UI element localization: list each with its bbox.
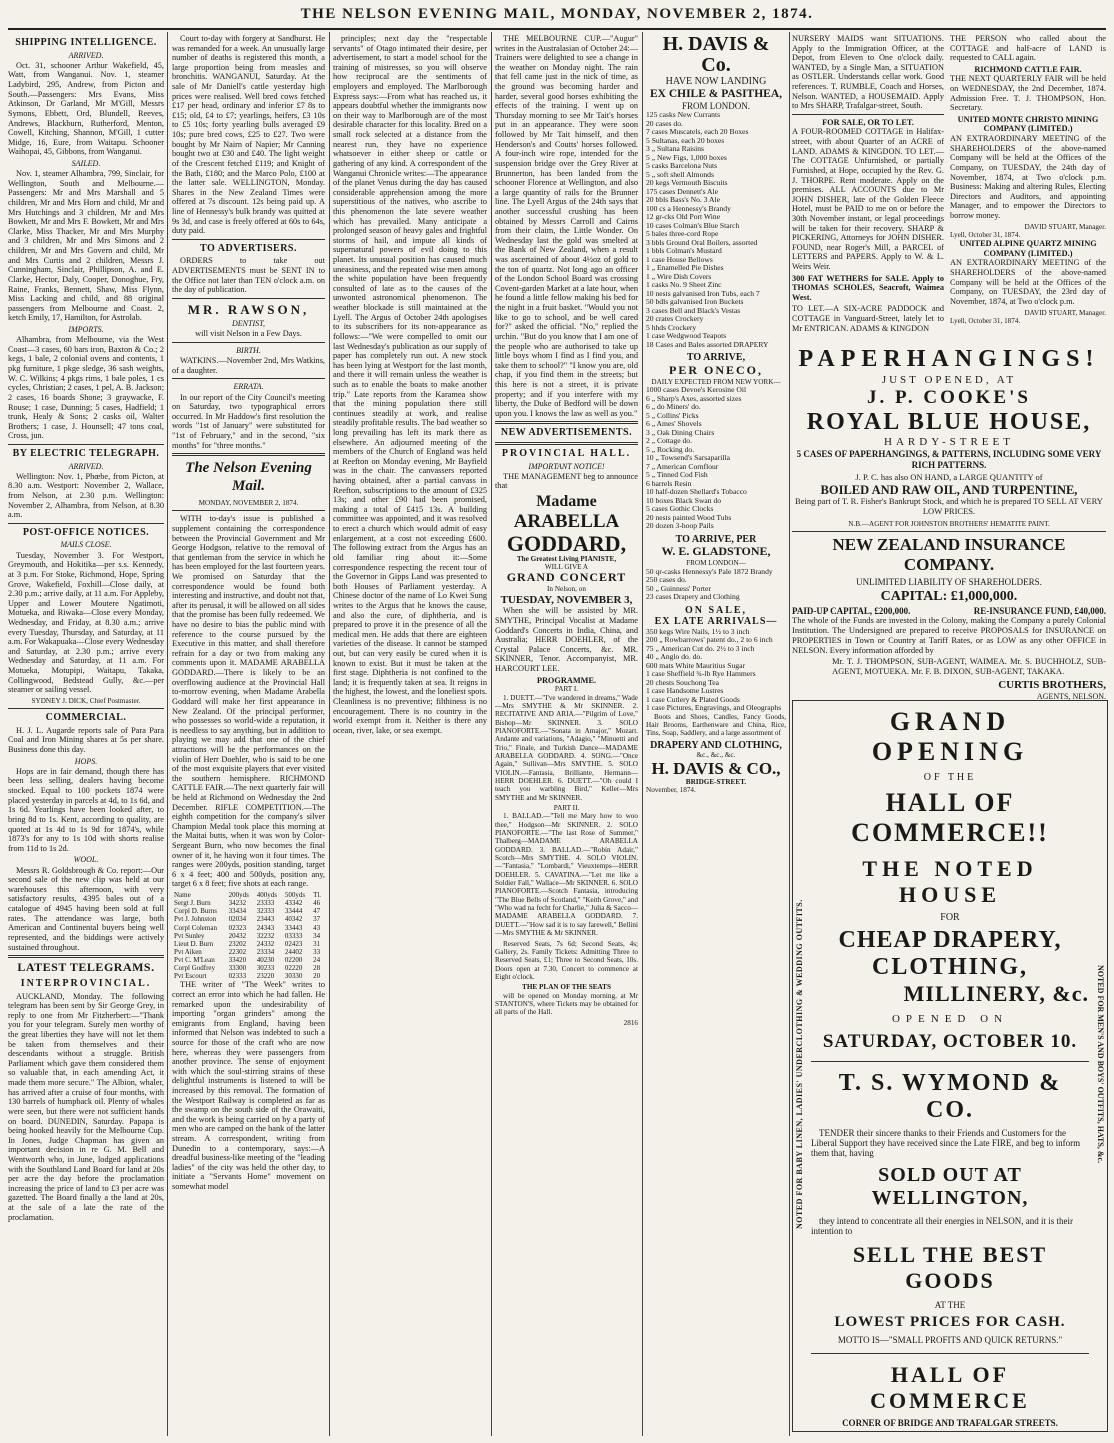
sold-out-heading: SOLD OUT AT WELLINGTON, <box>871 1164 1029 1209</box>
list-item: 175 cases Dennett's Ale <box>646 186 719 196</box>
table-cell: 23334 <box>256 947 275 956</box>
sailed-text: Nov. 1, steamer Alhambra, 799, Sinclair, for Wellington, South and Melbourne.—Passengers: Mr and Mrs Marshall and 5 children, Mr and Mrs Horn and child, Mr and Mrs Hutchings and 3 children, Mr and Mrs Bowkett, Mr and Mrs F. Bowkett, Mr and Mrs Clarke, Miss Thacker, Mr and Mrs Murphy and 3 children, Mr and Mrs Simons and 2 children, Mr and Mrs Govern and child, Mr and Mrs Curtis and 2 children, Messrs J. Cunningham, Sinclair, Phillipson, A. and E. Clarke, Hector, Daly, Cooper, Donoghue, Fry, Raine, Franks, Bennett, Shaw, Miss Flynn, Miss Lacking and child, and 88 original passengers from Melbourne and Coast. 2, ketch Emily, 17, Hamilton, for Astrolab. <box>8 169 164 323</box>
table-cell: 02200 <box>284 955 303 964</box>
table-cell: 02220 <box>284 964 303 973</box>
table-cell: 24343 <box>256 923 275 932</box>
alpine-quartz-date: Lyell, October 31, 1874. <box>950 316 1021 325</box>
post-office-heading: POST-OFFICE NOTICES. <box>22 526 150 538</box>
small-ads-text: NURSERY MAIDS want SITUATIONS. Apply to the Immigration Officer, at the Depot, from Eleven to One o'clock daily. WANTED, by a Single Man, a SITUATION as OSTLER. Understands cellar work. Good references. T. RUMBLE, Coach and Horses, Nelson. WANTED, a HOUSEMAID. Apply to Mrs SHARP, Trafalgar-street, South. <box>792 34 944 111</box>
table-row <box>172 907 325 915</box>
table-cell: 34232 <box>228 899 247 908</box>
for-sale-text: A FOUR-ROOMED COTTAGE in Halifax-street, with about Quarter of an ACRE of LAND. ADAMS & KINGDON. TO LET.—The COTTAGE Unfurnished, or partially Furnished, at Hope, occupied by the Rev. G. J. THORPE. Rent moderate. Apply on the premises. ALL ACCOUNTS due to Mr JOHN DISHER, late of the Golden Fleece Hotel, must be PAID to me on or before the 30th November instant, or legal proceedings will be taken for their recovery. SHARP & PICKERING, Attorneys for JOHN DISHER. FOUND, near Roger's Mill, a PARCEL of LETTERS and PAPERS. Apply to W. & L. Weirs Weir. <box>792 127 944 272</box>
list-item: 5 hhds Crockery <box>646 322 697 332</box>
list-item: 50 „ Guinness' Porter <box>646 583 711 593</box>
gladstone-label: W. E. GLADSTONE, <box>661 544 771 559</box>
cheap-drapery-heading: CHEAP DRAPERY, <box>838 927 1062 953</box>
list-item: 50 qr-casks Hennessy's Pale 1872 Brandy <box>646 566 773 576</box>
table-header: Name <box>174 891 191 900</box>
list-item: 6 „ Sharp's Axes, assorted sizes <box>646 393 742 403</box>
opening-date-heading: SATURDAY, OCTOBER 10. <box>822 1031 1078 1052</box>
paperhangings-insurance-block <box>792 346 1106 701</box>
table-cell: 24402 <box>284 947 303 956</box>
hall-of-commerce-ad <box>792 700 1108 1432</box>
to-advertisers-heading: TO ADVERTISERS. <box>200 242 297 254</box>
to-arrive-per-label: TO ARRIVE, PER <box>675 533 757 545</box>
paper-title: The Nelson Evening Mail. <box>185 460 312 494</box>
opened-on-label: OPENED ON <box>891 1013 1009 1025</box>
list-item: 5 „ Collins' Picks <box>646 410 699 420</box>
table-cell: 32232 <box>256 931 275 940</box>
table-cell: 30233 <box>256 964 275 973</box>
management-announce: THE MANAGEMENT beg to announce that <box>495 471 638 491</box>
cases-label: 5 CASES OF PAPERHANGINGS, & PATTERNS, INCLUDING SOME VERY RICH PATTERNS. <box>796 449 1102 470</box>
bankrupt-stock-label: Being part of T. R. Fisher's Bankrupt Stock, and which he is prepared TO SELL AT VERY LOW PRICES. <box>795 496 1103 517</box>
pianiste-label: The Greatest Living PIANISTE, <box>516 554 617 563</box>
dentist-title: DENTIST, <box>232 318 265 328</box>
list-item: 20 cases do. <box>646 118 683 128</box>
concert-date: TUESDAY, NOVEMBER 3, <box>500 593 633 606</box>
list-item: 1 case Handsome Lustres <box>646 686 724 696</box>
table-cell: 20 <box>313 972 321 981</box>
table-cell: Pvt Escourt <box>174 972 207 981</box>
vertical-banner-right: NOTED FOR MEN'S AND BOYS' OUTFITS, HATS, &c. <box>1096 964 1105 1164</box>
mails-close: MAILS CLOSE. <box>60 540 112 550</box>
table-cell: 40342 <box>284 915 303 924</box>
table-cell: 43342 <box>284 899 303 908</box>
column-divider <box>642 32 643 1436</box>
table-cell: Corpl Godfrey <box>174 964 216 973</box>
telegraph-heading: BY ELECTRIC TELEGRAPH. <box>12 447 160 459</box>
curtis-agents-label: AGENTS, NELSON. <box>1036 691 1106 701</box>
will-give-label: WILL GIVE A <box>544 562 589 571</box>
list-item: 1 „ Enamelled Pie Dishes <box>646 263 724 273</box>
imports-subheading: IMPORTS. <box>68 324 104 334</box>
column-3-text: principles; next day the "respectable servants" of Otago intimated their desire, per advertisement, to start a model school for the training of mistresses, so you will observe how reciprocal are the sentiments of employers and employed. The Marlborough Express says:—From what has reached us, it appears doubtful whether the immigrants now on their way to Marlborough are of the most desirable character for this locality. Bred on a small rock selected at a distance from the nearest run, they have no experience whatsoever in either sheep or cattle or gathering of any kind. A correspondent of the Wanganui Chronicle writes:—The appearance of the planet Venus during the day has caused considerable apprehension among the more superstitious of the natives, who ascribe to this phenomenon the late severe weather which has prevailed. Many anticipate a prolonged season of heavy gales and frightful storms of hail, and impute all kinds of supernatural powers of evil doing to this planet. Its unusual position has caused much uneasiness, and the repeated wise men among the white population have been frequently consulted of late as to the causes of the unwonted astronomical phenomenon. The weather blockade is still maintained at the Lyell. The Argus of October 24th apologises to its subscribers for its non-appearance as follows:—"We were compelled to omit our last Wednesday's publication as our supply of paper has completely run out. A new stock has been lying at Westport for the last month, and there it will remain unless the weather is such as to enable the boats to make another trip." Late reports from the Karamea show that the mining population there still continues steadily at work, and realise steadily profitable results. The bad weather so long prevailing has left its mark there as elsewhere. An adjourned meeting of the members of the Church of England was held at Reefton on Monday evening, Mr Bayfield was in the chair. The canvassers reported having obtained, after a partial canvass in Reefton, subscriptions to the amount of £325 13s; and other £90 had been promised, making a total of £415 13s. A building committee was appointed, and it was resolved to erect a church which would admit of easy enlargement, at a cost not exceeding £600. The following extract from the Argus has an old familiar ring about it:—Some correspondence respecting the recent tour of the Governor in Gipps Land was presented to both Houses of Parliament yesterday. A Chinese doctor of the name of Lo Kwei Sung writes to the Argus that he knows the cause, and also the cure, of diphtheria, and is prepared to prove it in the presence of all the medical men. He adds that there are eighteen varieties of the disease. It cannot be stamped out, but can very easily be cured when it is known to exist. But it must be taken at the first stage. Diphtheria is not confined to the land; it is frequently taken at sea. It reigns in the highest, the lowest, and the loneliest spots. Cleanliness is no preventive; filthiness is no encouragement. There is no country in the world exempt from it. Neither is there any ocean, river, lake, or sea exempt. <box>333 34 487 735</box>
from-london-2: FROM LONDON— <box>686 559 746 568</box>
part-one-items: 1. DUETT.—"I've wandered in dreams," Wade—Mrs SMYTHE & Mr SKINNER. 2. RECITATIVE AND ARIA.—"Pilgrim of Love," Bishop—Mr SKINNER. 3. SOLO PIANOFORTE.—"Sonata in Amajor," Mozart. Andante and variations, "Adagio," "Minuetti and Trio," Finale, and Turkish Dance—MADAME ARABELLA GODDARD. 4. SONG.—"Once Again," Sullivan—Mrs SMYTHE. 5. SOLO VIOLIN.—Fantasia, Brilliante, Hermann—HERR DOEHLER. 6. DUETT.—"Oh could I teach you warbling Bird," Keller—Mrs SMYTHE and Mr SKINNER. <box>495 693 638 802</box>
column-divider <box>329 32 330 1436</box>
part-one-heading: PART I. <box>554 685 579 694</box>
paid-up-capital: PAID-UP CAPITAL, £200,000. <box>792 605 911 616</box>
errata-text: In our report of the City Council's meeting on Saturday, two typographical errors occurred. In Mr Haddow's first resolution the words "1st of January" were substituted for "1st of February," and in the second, "six months" for "three months." <box>172 392 325 450</box>
imports-text: Alhambra, from Melbourne, via the West Coast—3 cases, 60 bars iron, Baxton & Co.; 2 kegs, 1 bale, 2 colonial ovens and contents, 1 pkg furniture, 1 pkge sledge, 36 sash weights, W. C. Wilkins; 4 pkgs rims, 1 bale poles, 1 cs cycles, Christian; 2 cases, 1 pel, A. B. Jackson; 2 cases, 16 boards Shone; 3 graywacke, F. Rouse; 1 case, Dunning; 5 cases, Hadfield; 1 trunk, Healy & Sons; 2 casks oil, Walter Brothers; 1 case, J. Hounsell; 47 tons coal, Cross, jun. <box>8 335 164 441</box>
table-cell: 33444 <box>284 907 303 916</box>
list-item: 10 boxes Black Swan do <box>646 495 722 505</box>
column-2-text-top: Court to-day with forgery at Sandhurst. He was remanded for a week. An unusually large number of deaths is registered this month, a large proportion being from measles and bronchitis. WANGANUI, Saturday. At the sale of Mr Daniell's cattle yesterday high prices were realised. Well bred cows fetched £17 per head, ordinary and inferior £7 8s to £15; old, £4 to £7; yearlings, heifers, £3 10s to £5 10s; forty yearling bulls averaged £9 10s; pure bred cows, £25 to £27. Two were bought by Mr Nairn of Napier; Mr Canning bought two at £30 and £40. The light weight of the Crescent fetched £119; and Knight of the Bath, £180; and the Marco Polo, £100 at the latter sale. WELLINGTON, Monday. Shares in the New Zealand Times were offered at 7s discount. 12s being paid up. A line of Hennessy's bulk brandy was quitted at 9s 3d, and case is freely offered at 60s to 64s, duty paid. <box>172 34 325 236</box>
wethers-ad: 300 FAT WETHERS for SALE. Apply to THOMAS SCHOLES, Seacroft, Waimea West. <box>792 273 944 302</box>
commercial-heading: COMMERCIAL. <box>45 712 127 724</box>
part-two-items: 1. BALLAD.—"Tell me Mary how to woo thee," Hodgson—Mr SKINNER. 2. SOLO PIANOFORTE.—"The last Rose of Summer," Thalberg—MADAME ARABELLA GODDARD. 3. BALLAD.—"Robin Adair," Scotch—Mrs SMYTHE. 4. SOLO VIOLIN.—"Fantasia," "Lombardi," Vieuxtemps—HERR DOEHLER. 5. CAVATINA.—"Let me like a Soldier Fall," Wallace—Mr SKINNER. 6. SOLO PIANOFORTE.—Scotch Fantasia, introducing "The Blue Bells of Scotland," "Keith Grove," and "Who wad na fecht for Charlie," Julia & Sacco—MADAME ARABELLA GODDARD. 7. DUETT.—"How sad it is to say farewell," Bellini—Mrs SMYTHE & Mr SKINNER. <box>495 812 638 938</box>
list-item: 40 „ Anglo do. do. <box>646 652 703 662</box>
table-header: 200yds <box>228 891 249 900</box>
import-list <box>646 111 786 349</box>
birth-heading: BIRTH. <box>236 345 261 355</box>
richmond-fair-heading: RICHMOND CATTLE FAIR. <box>974 64 1082 74</box>
telegraph-arrived: ARRIVED. <box>68 461 104 471</box>
table-header: 500yds <box>284 891 306 900</box>
table-cell: 33443 <box>284 923 303 932</box>
column-2 <box>172 34 325 1434</box>
list-item: 1000 cases Devoe's Kerosine Oil <box>646 385 747 395</box>
shipping-heading: SHIPPING INTELLIGENCE. <box>15 37 157 48</box>
table-cell: 03333 <box>284 931 303 940</box>
vertical-banner-left: NOTED FOR BABY LINEN, LADIES' UNDERCLOTHING & WEDDING OUTFITS. <box>795 899 804 1229</box>
ex-late-arrivals-label: EX LATE ARRIVALS— <box>654 616 778 628</box>
list-item: 20 kegs Vermouth Biscuits <box>646 178 728 188</box>
list-item: 1 case Pictures, Engravings, and Oleographs <box>646 703 782 713</box>
have-now-landing: HAVE NOW LANDING <box>665 76 767 87</box>
column-2-text-bottom: THE writer of "The Week" writes to correct an error into which he had fallen. He remarked upon the undesirability of importing "organ grinders" among the emigrants from England, having been informed that Nelson was indebted to such a source for those of the craft who are now here, whereas they were passengers from another province. The sense of enjoyment with which the soul-stirring strains of these delightful instruments is listened to will be increased by this removal. The formation of the Westport Railway is completed as far as the swamp on the south side of the Orawaiti, and the work is being carried on by a party of men who are camped on the bank of the latter stream. A correspondent, writing from Dunedin to a contemporary, says:—A dreadful business-like meeting of the "leading ladies" of the city was held the other day, to initiate a "Servants Home" movement on somewhat model <box>172 980 325 1192</box>
november-label: November, 1874. <box>646 785 696 794</box>
list-item: 10 cases Colman's Blue Starch <box>646 220 740 230</box>
column-3 <box>333 34 487 1434</box>
table-row <box>172 924 325 932</box>
list-item: 1 case House Bellows <box>646 254 713 264</box>
paperhangings-heading: PAPERHANGINGS! <box>798 346 1100 372</box>
sale-text: Boots and Shoes, Candles, Fancy Goods, Hair Brooms, Earthenware and China, Rice, Tins, Soap, Saddlery, and a large assortment of <box>646 712 786 738</box>
royal-blue-house-label: ROYAL BLUE HOUSE, <box>806 408 1092 435</box>
column-divider <box>167 32 168 1436</box>
interprovincial-text: AUCKLAND, Monday. The following telegram has been sent by Sir George Grey, in reply to one from Mr Fitzherbert:—"Thank you for your telegram. Surely men worthy of the great liberties they have will not let them be taken from themselves and their descendants without a struggle. British Parliament which gave them considered them so valuable that, in each amending Act, it made them more secure." The Albion, whaler, has arrived after a cruise of four months, with 130 barrels of humpback oil. Plenty of whales were seen, but there were not sufficient hands on board. DUNEDIN, Saturday. Papapa is being hooked heavily for the Melbourne Cup. In Jones, Judge Chapman has given an important decision in re G. M. Bell and Wentworth who, in June, lodged applications with the Southland Land Board for land at 20s per acre the day before the proclamation increasing the price of land to £3 per acre was gazetted. The Board finally a the land at 20s, at the sale of a late the rate of the proclamation. <box>8 991 164 1222</box>
arabella-label: ARABELLA <box>513 510 620 532</box>
column-5 <box>646 34 786 1434</box>
wymond-heading: T. S. WYMOND & CO. <box>838 1070 1062 1123</box>
table-cell: 34 <box>313 931 321 940</box>
list-item: 20 crates Crockery <box>646 314 704 324</box>
millinery-heading: MILLINERY, &c. <box>903 981 1089 1006</box>
errata-heading: ERRATA. <box>233 382 264 392</box>
richmond-fair-text: THE NEXT QUARTERLY FAIR will be held on WEDNESDAY, the 2nd December, 1874. Admission Free. T. J. THOMPSON, Hon. Secretary. <box>950 74 1106 113</box>
list-item: 10 nests galvanised Iron Tubs, each 7 <box>646 288 760 298</box>
table-row <box>172 915 325 923</box>
hall-of-commerce-heading: HALL OF COMMERCE!! <box>851 788 1049 847</box>
column-divider <box>789 32 790 1436</box>
list-item: 3 bbls Ground Oral Boilers, assorted <box>646 237 758 247</box>
list-item: 100 cs a Hennessy's Brandy <box>646 203 731 213</box>
table-cell: 33 <box>313 947 321 956</box>
monte-christo-heading: UNITED MONTE CHRISTO MINING COMPANY (LIMITED.) <box>957 114 1099 134</box>
table-cell: 02034 <box>228 915 247 924</box>
table-cell: 23443 <box>256 915 275 924</box>
list-item: 20 nests painted Wood Tubs <box>646 512 732 522</box>
unlimited-liability-label: UNLIMITED LIABILITY OF SHAREHOLDERS. <box>856 576 1042 587</box>
list-item: 5 bales three-cord Rope <box>646 229 719 239</box>
list-item: 50 bdls galvanised Iron Buckets <box>646 297 744 307</box>
list-item: 75 „ American Cut do. 2½ to 3 inch <box>646 643 755 653</box>
list-item: 7 „ American Cornflour <box>646 461 719 471</box>
masthead-rule <box>8 28 1106 30</box>
cooke-label: J. P. COOKE'S <box>867 386 1031 408</box>
list-item: 600 mats White Mauritius Sugar <box>646 660 745 670</box>
daily-expected-label: DAILY EXPECTED FROM NEW YORK— <box>651 377 781 386</box>
table-cell: Corpl D. Burns <box>174 907 217 916</box>
list-item: 20 chests Souchong Tea <box>646 677 719 687</box>
from-london-label: FROM LONDON. <box>681 100 750 111</box>
at-the-label: AT THE <box>934 1300 966 1310</box>
table-cell: Pvt Aiken <box>174 947 202 956</box>
motto-label: MOTTO IS—"SMALL PROFITS AND QUICK RETURNS." <box>837 1335 1063 1345</box>
list-item: 3 „ Sultana Raisins <box>646 144 705 154</box>
in-nelson-label: In Nelson, on <box>547 585 586 594</box>
table-cell: 33420 <box>228 955 247 964</box>
small-ads-left <box>792 34 944 339</box>
hardy-street-label: HARDY-STREET <box>884 436 1014 449</box>
list-item: 5 „ Tinned Cod Fish <box>646 470 708 480</box>
list-item: 1 case Cutlery & Plated Goods <box>646 694 740 704</box>
provincial-hall-heading: PROVINCIAL HALL. <box>501 447 632 459</box>
table-cell: Pvt Sunley <box>174 931 205 940</box>
wool-text: Messrs R. Goldsbrough & Co. report:—Our second sale of the new clip was held at our warehouses this afternoon, with very satisfactory results, 4395 bales out of a catalogue of 4945 having been sold at full rates. The attendance was large, both American and Continental buyers being well represented, and the biddings were actively sustained throughout. <box>8 865 164 952</box>
interprovincial-heading: INTERPROVINCIAL. <box>20 978 152 990</box>
insurance-text: The whole of the Funds are invested in the Colony, making the Company a purely Colonial Institution. The Undersigned are prepared to receive PROPOSALS for INSURANCE on PROPERTIES in Town or Country at Tariff Rates, or as LOW as any other OFFICE in NELSON. Every information afforded by <box>792 615 1106 655</box>
table-header: 400yds <box>256 891 277 900</box>
list-item: 6 barrels Resin <box>646 478 692 488</box>
table-cell: 46 <box>313 899 321 908</box>
table-cell: 02323 <box>228 923 247 932</box>
telegraph-text: Wellington: Nov. 1, Phœbe, from Picton, at 8.30 a.m. Westport: November 2, Wallace, from Nelson, at 2.30 p.m. Wellington: November 2, Alhambra, from Nelson, at 8.30 a.m. <box>8 471 164 520</box>
alpine-quartz-heading: UNITED ALPINE QUARTZ MINING COMPANY (LIMITED.) <box>959 239 1097 258</box>
nz-insurance-heading: NEW ZEALAND INSURANCE COMPANY. <box>832 535 1066 575</box>
intention-text: they intend to concentrate all their energies in NELSON, and it is their intention to <box>811 1216 1074 1236</box>
table-cell: 33300 <box>228 964 247 973</box>
list-item: 6 „ do Miners' do. <box>646 402 701 412</box>
list-item: 10 half-dozen Shellard's Tobacco <box>646 487 747 497</box>
sub-agents-list: Mr. T. J. THOMPSON, SUB-AGENT, WAIMEA. Mr. S. BUCHHOLZ, SUB-AGENT, MOTUEKA. Mr. F. B. DIXON, SUB-AGENT, TAKAKA. <box>832 656 1106 677</box>
rifle-scores-table <box>172 891 325 980</box>
monte-christo-date: Lyell, October 31, 1874. <box>950 230 1021 239</box>
bridge-street-label: BRIDGE-STREET. <box>685 777 747 786</box>
grand-opening-heading: GRAND OPENING <box>871 707 1029 766</box>
per-oneco-label: PER ONECO, <box>668 362 763 377</box>
hops-heading: HOPS. <box>74 756 98 766</box>
for-sale-heading: FOR SALE, OR TO LET. <box>822 117 914 127</box>
list-item: 1 case Wedgwood Teapots <box>646 331 727 341</box>
madame-label: Madame <box>536 493 597 511</box>
monte-christo-sign: DAVID STUART, Manager. <box>1024 222 1106 231</box>
table-row <box>172 948 325 956</box>
list-item: 5 casks Barcelona Nuts <box>646 161 718 171</box>
list-item: 1 case Sheffield ¾-lb Rye Hammers <box>646 669 756 679</box>
wool-heading: WOOL. <box>73 855 99 865</box>
table-cell: 23333 <box>256 899 275 908</box>
person-called-ad: THE PERSON who called about the COTTAGE and half-acre of LAND is requested to CALL again. <box>950 34 1106 63</box>
list-item: 12 gr-cks Old Port Wine <box>646 212 721 222</box>
table-cell: 20432 <box>228 931 247 940</box>
plan-of-seats-text: will be opened on Monday morning, at Mr STANTON'S, where Tickets may be obtained for all parts of the Hall. <box>495 991 638 1017</box>
table-cell: 23220 <box>256 972 275 981</box>
list-item: 350 kegs Wire Nails, 1½ to 3 inch <box>646 626 750 636</box>
hall-of-commerce-body <box>811 707 1089 1428</box>
column-divider <box>491 32 492 1436</box>
table-row <box>172 940 325 948</box>
hall-of-commerce-footer: HALL OF COMMERCE <box>870 1362 1030 1413</box>
ticket-prices: Reserved Seats, 7s 6d; Second Seats, 4s; Gallery, 2s. Family Tickets: Admitting Three to Reserved Seats, £1; Three to Second Seats, 10s. Doors open at 7.30, Concert to commence at Eight o'clock. <box>495 939 638 981</box>
post-office-text: Tuesday, November 3. For Westport, Greymouth, and Hokitika—per s.s. Kennedy, at 3 p.m. For Stoke, Richmond, Hope, Spring Grove, Wakefield, Foxhill—Close daily, at 2.30 p.m.; arrive daily, at 11 a.m. For Appleby, Upper and Lower Moutere Ngatimoti, Motueka, and Riwaka—Close every Monday, Wednesday, and Friday, at 8.30 a.m.; arrive every Tuesday, Thursday, and Saturday, at 11 a.m. For Wakapuaka—Close every Wednesday and Saturday, at 2.30 p.m.; arrive every Wednesday and Saturday, at 11 a.m. For Motueka, Motupipi, Waitapu, Takaka, Collingwood, Bedstead Gully, &c.—per steamer or sailing vessel. <box>8 550 164 695</box>
list-item: 2 „ Cottage do. <box>646 436 692 446</box>
table-cell: 30330 <box>284 972 303 981</box>
list-item: 1 „ Wire Dish Covers <box>646 271 712 281</box>
list-item: 6 „ Ames' Shovels <box>646 419 702 429</box>
table-cell: Pvt C. M'Lean <box>174 955 215 964</box>
table-cell: Corpl Coleman <box>174 923 217 932</box>
list-item: 5 cases Gothic Clocks <box>646 504 714 514</box>
clothing-heading: CLOTHING, <box>871 954 1029 980</box>
noted-house-heading: THE NOTED HOUSE <box>862 856 1038 907</box>
on-sale-label: ON SALE, <box>684 604 748 616</box>
list-item: 23 cases Drapery and Clothing <box>646 592 740 602</box>
davis-firm-name: H. DAVIS & Co. <box>662 33 770 76</box>
postmaster-signature: SYDNEY J. DICK, Chief Postmaster. <box>31 696 141 705</box>
alpine-quartz-sign: DAVID STUART, Manager. <box>1024 308 1106 317</box>
editorial-text: WITH to-day's issue is published a supplement containing the correspondence between the Provincial Government and Mr George Hodgson, relative to the removal of that gentleman from the service in which he has been employed for the last fourteen years. We promised on Saturday that the correspondence would be found both interesting and instructive, and doubt not that, after its perusal, it will be allowed on all sides that the promise has been fully redeemed. We have no desire to bias the public mind with reference to the course pursued by the Executive in this matter, and shall therefore refrain for a day or two from making any comments upon it. MADAME ARABELLA GODDARD.—There is likely to be an overflowing audience at the Provincial Hall to-morrow evening, when Madame Arabella Goddard will make her first appearance in New Zealand. Of the principal performer, who possesses so world-wide a reputation, it is needless to say anything, but in addition to playing we may add that one of the chief attractions will be the performances on the violin of Herr Doehler, who is said to be one of the most exquisite players that ever visited the southern hemisphere. RICHMOND CATTLE FAIR.—The next quarterly fair will be held at Richmond on Wednesday the 2nd December. RIFLE COMPETITION.—The eighth competition for the company's silver Champion Medal took place this morning at the Maitai butts, when it was won by Color-Sergeant Burn, who now becomes the final owner of it, he having won it four times. The ranges were 200yds, position standing, target 6 x 4 feet; 400 and 500yds, position any, target 6 x 8 feet; five shots at each range. <box>172 514 325 889</box>
plan-of-seats-heading: THE PLAN OF THE SEATS <box>522 983 611 992</box>
table-row <box>172 899 325 907</box>
just-opened-label: JUST OPENED, AT <box>881 373 1017 386</box>
table-row <box>172 972 325 980</box>
capital-label: CAPITAL: £1,000,000. <box>880 589 1018 605</box>
list-item: 20 bbls Bass's No. 3 Ale <box>646 195 720 205</box>
important-notice: IMPORTANT NOTICE! <box>528 461 605 471</box>
oneco-list <box>646 386 786 531</box>
table-cell: 24332 <box>256 939 275 948</box>
list-item: 20 dozen 3-hoop Pails <box>646 521 714 531</box>
rifle-scores-body <box>172 899 325 980</box>
list-item: 5 „ soft shell Almonds <box>646 169 714 179</box>
table-row <box>172 932 325 940</box>
paper-date: MONDAY, NOVEMBER 2, 1874. <box>198 498 299 507</box>
table-cell: 40230 <box>256 955 275 964</box>
arrived-text: Oct. 31, schooner Arthur Wakefield, 45, Watt, from Wanganui. Nov. 1, steamer Ladybird, 295, Andrew, from Picton and South.—Passengers: Mrs Evans, Miss Atkinson, Dr Garland, Mr M'Gill, Messrs Symons, Ebbett, Ord, Blundell, Reeves, Andrews, Blackburn, Rutherford, Menton, Cowell, Kitching, Shannon, M'Gill, 1 cutter Midge, 16, Eure, from Waitapu. Schooner Waihopai, 45, Gibbons, from Wanganui. <box>8 60 164 157</box>
table-cell: 43 <box>313 923 321 932</box>
list-item: 1 bbls Colman's Mustard <box>646 246 722 256</box>
grand-concert-label: GRAND CONCERT <box>506 570 627 585</box>
dentist-name: MR. RAWSON, <box>187 301 310 317</box>
commercial-text: H. J. L. Augarde reports sale of Para Para Coal and Iron Mining shares at 5s per share. Business done this day. <box>8 725 164 754</box>
small-ads-right <box>950 34 1106 339</box>
drapery-label: DRAPERY AND CLOTHING, <box>650 739 782 751</box>
table-cell: 23202 <box>228 939 247 948</box>
table-cell: 24 <box>313 955 321 964</box>
davis-firm-name-footer: H. DAVIS & CO., <box>651 758 781 778</box>
table-cell: 33434 <box>228 907 247 916</box>
hops-text: Hops are in fair demand, though there has been less selling, dealers having become stocked. Equal to 100 pockets 1874 were placed yesterday in parcels at 4d, to 1s 6d, and 1s 6d. Yearlings have been looked after, to bring 8d to 1s. Kent, according to quality, are quoted at 1s 4d to 1s 9d for 1874's, while 1873's for any to 1s 10d with shorts realise from 11d to 1s 2d. <box>8 766 164 853</box>
list-item: 7 cases Muscatels, each 20 Boxes <box>646 127 749 137</box>
table-cell: Pvt J. Johnston <box>174 915 217 924</box>
list-item: 5 Sultanas, each 20 boxes <box>646 135 725 145</box>
birth-text: WATKINS.—November 2nd, Mrs Watkins, of a daughter. <box>172 356 325 375</box>
table-cell: 02333 <box>228 972 247 981</box>
dentist-text: will visit Nelson in a Few Days. <box>195 329 302 339</box>
table-cell: Lieut D. Burn <box>174 939 214 948</box>
to-advertisers-text: ORDERS to take out ADVERTISEMENTS must be SENT IN to the Office not later than TEN o'clock a.m. on the day of publication. <box>172 256 325 295</box>
list-item: 3 „ Oak Dining Chairs <box>646 427 715 437</box>
list-item: 18 Cases and Bales assorted DRAPERY <box>646 339 769 349</box>
ad-code: 2816 <box>623 1018 638 1027</box>
table-header: Tl. <box>313 891 322 900</box>
table-row <box>172 956 325 964</box>
list-item: 1 casks No. 9 Sheet Zinc <box>646 280 722 290</box>
table-cell: 47 <box>313 907 321 916</box>
table-cell: 31 <box>313 939 321 948</box>
gladstone-list <box>646 568 786 602</box>
latest-telegrams-heading: LATEST TELEGRAMS. <box>17 960 155 975</box>
list-item: 125 casks New Currants <box>646 110 721 120</box>
new-advertisements-heading: NEW ADVERTISEMENTS. <box>500 427 633 439</box>
performers-text: When she will be assisted by MR. SMYTHE, Principal Vocalist at Madame Goddard's Concerts in India, China, and Australia; HERR DOEHLER, of the Crystal Palace Concerts, &c. MR. SKINNER, Tenor. Accompanyist, MR. HARCOURT LEE. <box>495 606 638 673</box>
boiled-oil-label: BOILED AND RAW OIL, AND TURPENTINE, <box>820 482 1078 497</box>
list-item: 10 „ Towsend's Sarsaparilla <box>646 453 730 463</box>
table-cell: 02423 <box>284 939 303 948</box>
part-two-heading: PART II. <box>553 804 580 812</box>
table-cell: 22302 <box>228 947 247 956</box>
tender-thanks-text: TENDER their sincere thanks to their Friends and Customers for the Liberal Support they have received since the Late FIRE, and beg to inform them that, having <box>811 1128 1081 1158</box>
table-cell: Sergt J. Burn <box>174 899 211 908</box>
sailed-subheading: SAILED. <box>71 158 101 168</box>
masthead: THE NELSON EVENING MAIL, MONDAY, NOVEMBER 2, 1874. <box>300 6 814 22</box>
table-cell: 28 <box>313 964 321 973</box>
list-item: 250 cases do. <box>646 575 687 585</box>
list-item: 3 cases Bell and Black's Vestas <box>646 305 741 315</box>
table-cell: 37 <box>313 915 321 924</box>
column-1 <box>8 34 164 1434</box>
arrived-subheading: ARRIVED. <box>68 50 104 60</box>
agent-note: N.B.—AGENT FOR JOHNSTON BROTHERS' HEMATITE PAINT. <box>848 520 1050 529</box>
list-item: 5 „ New Figs, 1,000 boxes <box>646 152 727 162</box>
late-arrivals-list <box>646 628 786 713</box>
ships-label: EX CHILE & PASITHEA, <box>649 87 783 100</box>
curtis-brothers-label: CURTIS BROTHERS, <box>998 679 1106 692</box>
list-item: 5 „ Rocking do. <box>646 444 695 454</box>
of-the-label: OF THE <box>923 772 977 783</box>
also-on-hand-label: J. P. C. has also ON HAND, a LARGE QUANTITY of <box>855 472 1043 483</box>
column-4-text: THE MELBOURNE CUP.—"Augur" writes in the Australasian of October 24:—Trainers were delighted to see a change in the weather on Monday night. The rain that fell came just in the nick of time, as the ground was becoming harder and harder, several good horses exhibiting the effects of the training. I went up on Thursday morning to see Mr Tait's horses put in an appearance. They were soon followed by Mr Tait himself, and then Henderson's and Coutts' horses followed. A four-inch wire rope, intended for the suspension bridge over the Grey River at Brunnerton, has been landed from the schooner Florence at Wellington, and also a large quantity of rails for the Brunner line. The Lyell Argus of the 24th says that another successful crushing has been obtained by Messrs Carroll and Cairns from their claim, the Little Wonder. On Wednesday last the gold was smelted at the Bank of New Zealand, when a result was ascertained of about 4½oz of gold to the ton of quartz. Not long ago an officer of the London School Board was crossing Covent-garden Market at a late hour, when he found a little fellow making his bed for the night in a fruit basket. "Would you not like to go to school, and be well cared for?" asked the official. "No," replied the urchin. "But do you know that I am one of the people who are authorised to take up little boys whom I find as I find you, and take them to school?" "I know you are, old chap, if you find them in the streets; but this here is not a street, it is private property; and if you interfere with my liberty, the Duke of Bedford will be down upon you. I knows the law as well as you." <box>495 34 638 418</box>
sell-best-goods-heading: SELL THE BEST GOODS <box>852 1242 1048 1293</box>
column-4 <box>495 34 638 1434</box>
to-arrive-label: TO ARRIVE, <box>686 352 746 364</box>
alpine-quartz-text: AN EXTRAORDINARY MEETING of the SHAREHOLDERS of the above-named Company will be held at the Offices of the Company, on TUESDAY, the 23rd day of November, 1874, at Two o'clock p.m. <box>950 258 1106 306</box>
for-label: FOR <box>940 912 960 923</box>
corner-streets-label: CORNER OF BRIDGE AND TRAFALGAR STREETS. <box>842 1418 1058 1428</box>
lowest-prices-heading: LOWEST PRICES FOR CASH. <box>834 1314 1066 1330</box>
etc-label: &c., &c., &c. <box>696 751 736 760</box>
table-row <box>172 964 325 972</box>
monte-christo-text: AN EXTRAORDINARY MEETING of the SHAREHOLDERS of the above-named Company will be held at the Offices of the Company, on TUESDAY, the 24th day of November, 1874, at Two o'clock p.m. Business: Making and altering Rules, Electing Directors and Auditors, and appointing Manager, and to empower the Directors to borrow money. <box>950 134 1106 220</box>
programme-heading: PROGRAMME. <box>536 675 597 685</box>
to-let-ad: TO LET.—A SIX-ACRE PADDOCK and COTTAGE in Vanguard-Street, lately let to Mr ENTRICAN. ADAMS & KINGDON <box>792 304 944 333</box>
list-item: 200 „ Rowbarrows' patent do., 2 to 6 inch <box>646 635 773 645</box>
table-cell: 32333 <box>256 907 275 916</box>
goddard-label: GODDARD, <box>506 530 627 556</box>
reinsurance-fund: RE-INSURANCE FUND, £40,000. <box>973 605 1106 616</box>
table-header-row <box>172 891 325 899</box>
